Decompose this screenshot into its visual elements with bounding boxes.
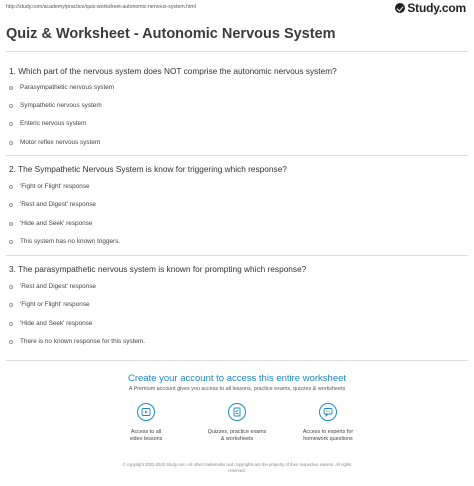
radio-button[interactable] bbox=[9, 322, 13, 326]
feature-line: & worksheets bbox=[220, 436, 254, 442]
option-3d[interactable] bbox=[9, 337, 145, 346]
page-title: Quiz & Worksheet - Autonomic Nervous System bbox=[6, 26, 336, 42]
option-label: 'Rest and Digest' response bbox=[20, 201, 96, 208]
video-play-icon bbox=[137, 403, 155, 421]
option-label: There is no known response for this system. bbox=[20, 338, 146, 345]
question-3: 3. The parasympathetic nervous system is known for prompting which response? bbox=[9, 264, 307, 274]
top-bar bbox=[0, 0, 474, 16]
radio-button[interactable] bbox=[9, 340, 13, 344]
copyright-footer bbox=[0, 462, 474, 473]
option-3b[interactable] bbox=[9, 300, 90, 309]
question-divider bbox=[6, 360, 468, 361]
radio-button[interactable] bbox=[9, 86, 13, 90]
quiz-checklist-icon bbox=[228, 403, 246, 421]
option-3c[interactable] bbox=[9, 319, 92, 328]
radio-button[interactable] bbox=[9, 240, 13, 244]
option-1b[interactable] bbox=[9, 101, 102, 110]
option-1a[interactable] bbox=[9, 83, 114, 92]
option-label: 'Rest and Digest' response bbox=[20, 283, 96, 290]
radio-button[interactable] bbox=[9, 222, 13, 226]
radio-button[interactable] bbox=[9, 122, 13, 126]
feature-line: video lessons bbox=[129, 436, 163, 442]
question-divider bbox=[6, 155, 468, 156]
option-label: 'Hide and Seek' response bbox=[20, 220, 93, 227]
option-label: 'Fight or Flight' response bbox=[20, 183, 90, 190]
feature-line: Access to all bbox=[130, 429, 162, 435]
question-2: 2. The Sympathetic Nervous System is know for triggering which response? bbox=[9, 164, 287, 174]
study-logo[interactable] bbox=[395, 1, 466, 15]
page-url: http://study.com/academy/practice/quiz-worksheet-autonomic-nervous-system.html bbox=[6, 4, 196, 10]
radio-button[interactable] bbox=[9, 303, 13, 307]
option-2d[interactable] bbox=[9, 237, 120, 246]
option-label: 'Fight or Flight' response bbox=[20, 301, 90, 308]
copyright-line: © copyright 2003-2020 Study.com. All other trademarks and copyrights are the property of their respective owners. All rights bbox=[122, 462, 352, 467]
feature-line: Quizzes, practice exams bbox=[207, 429, 267, 435]
premium-description: A Premium account gives you access to all lessons, practice exams, quizzes & worksheets bbox=[128, 386, 346, 392]
radio-button[interactable] bbox=[9, 203, 13, 207]
option-1d[interactable] bbox=[9, 138, 100, 147]
radio-button[interactable] bbox=[9, 104, 13, 108]
create-account-link[interactable]: Create your account to access this entire worksheet bbox=[127, 373, 347, 384]
checkmark-circle-icon bbox=[395, 3, 405, 13]
feature-quizzes bbox=[192, 403, 282, 443]
feature-experts bbox=[283, 403, 373, 443]
option-label: 'Hide and Seek' response bbox=[20, 320, 93, 327]
copyright-line: reserved. bbox=[228, 467, 246, 473]
radio-button[interactable] bbox=[9, 141, 13, 145]
option-2a[interactable] bbox=[9, 182, 90, 191]
question-divider bbox=[6, 255, 468, 256]
option-label: Motor reflex nervous system bbox=[20, 139, 101, 146]
option-label: Enteric nervous system bbox=[20, 120, 87, 127]
option-2b[interactable] bbox=[9, 200, 96, 209]
option-label: Parasympathetic nervous system bbox=[20, 84, 115, 91]
radio-button[interactable] bbox=[9, 185, 13, 189]
option-3a[interactable] bbox=[9, 282, 96, 291]
option-label: Sympathetic nervous system bbox=[20, 102, 102, 109]
feature-line: Access to experts for bbox=[302, 429, 354, 435]
question-1: 1. Which part of the nervous system does NOT comprise the autonomic nervous system? bbox=[9, 66, 337, 76]
expert-chat-icon bbox=[319, 403, 337, 421]
logo-text: Study.com bbox=[407, 1, 466, 15]
title-divider bbox=[6, 51, 468, 52]
feature-line: homework questions bbox=[303, 436, 353, 442]
radio-button[interactable] bbox=[9, 285, 13, 289]
option-label: This system has no known triggers. bbox=[20, 238, 121, 245]
feature-video-lessons bbox=[101, 403, 191, 443]
option-2c[interactable] bbox=[9, 219, 92, 228]
option-1c[interactable] bbox=[9, 119, 86, 128]
